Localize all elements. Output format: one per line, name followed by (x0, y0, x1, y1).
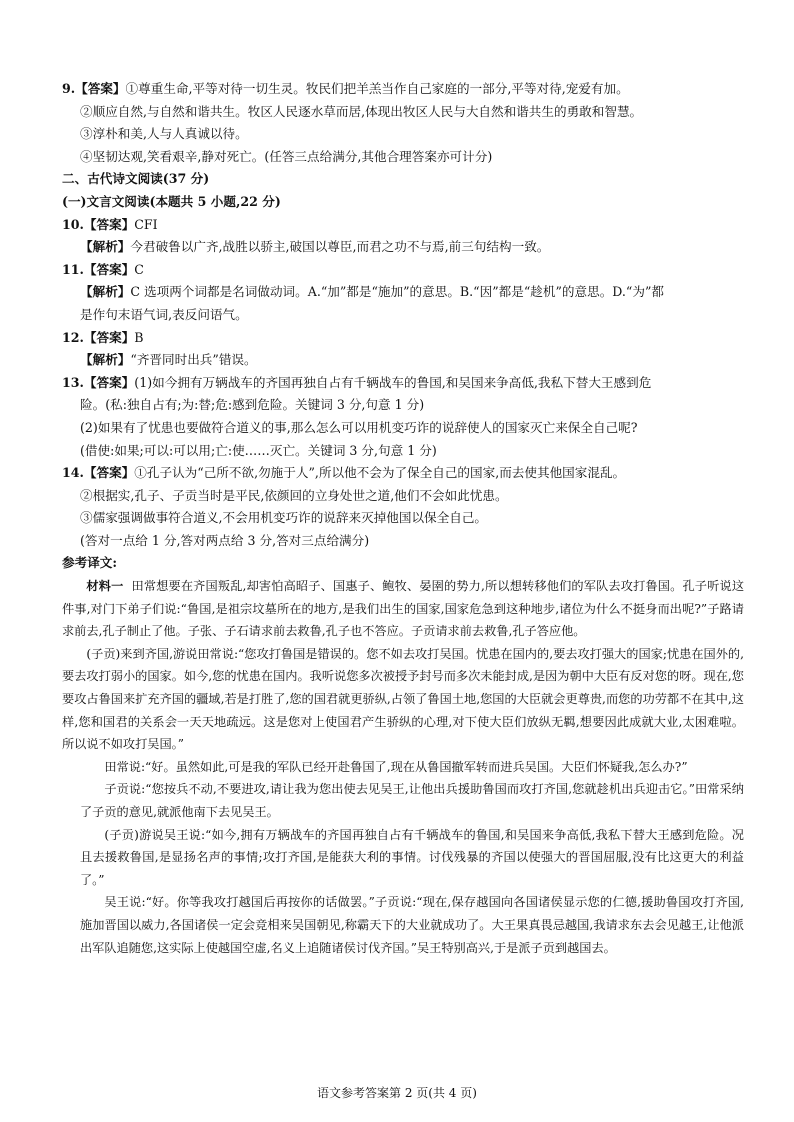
q9-line3: ③淳朴和美,人与人真诚以待。 (80, 126, 248, 142)
q14-line2: ②根据实,孔子、子贡当时是平民,依颜回的立身处世之道,他们不会如此忧患。 (80, 487, 508, 503)
q10-answer (62, 214, 744, 237)
q9-line4: ④坚韧达观,笑看艰辛,静对死亡。(任答三点给满分,其他合理答案亦可计分) (80, 148, 493, 164)
translation-paragraph-2: (子贡)来到齐国,游说田常说:“您攻打鲁国是错误的。您不如去攻打吴国。忧患在国内的,要去攻打强大的国家;忧患在国外的,要去攻打弱小的国家。如今,您的忧患在国内。我听说您多次被授予封号而多次未能封成,是因为朝中大臣有反对您的呀。现在,您要攻占鲁国来扩充齐国的疆域,若是打胜了,您的国君就更骄纵,占领了鲁国土地,您国的大臣就会更尊贵,而您的功劳都不在其中,这样,您和国君的关系会一天天地疏远。这是您对上使国君产生骄纵的心理,对下使大臣们放纵无羁,想要因此成就大业,太困难啦。所以说不如攻打吴国。” (62, 646, 744, 752)
q11-exp-text1: C 选项两个词都是名词做动词。A.“加”都是“施加”的意思。B.“因”都是“趁机”的意思。D.“为”都 (130, 284, 664, 300)
translation-p1-text: 田常想要在齐国叛乱,却害怕高昭子、国惠子、鲍牧、晏圉的势力,所以想转移他们的军队去攻打鲁国。孔子听说这件事,对门下弟子们说:“鲁国,是祖宗坟墓所在的地方,是我们出生的国家,国家危急到这种地步,诸位为什么不挺身而出呢?”子路请求前去,孔子制止了他。子张、子石请求前去救鲁,孔子也不答应。子贡请求前去救鲁,孔子答应他。 (62, 579, 745, 639)
q13-line3: (2)如果有了忧患也要做符合道义的事,那么怎么可以用机变巧诈的说辞使人的国家灭亡来保全自己呢? (80, 419, 638, 435)
q12-explanation (62, 349, 744, 372)
q11-exp-label: 【解析】 (80, 284, 131, 300)
translation-paragraph-4: 子贡说:“您按兵不动,不要进攻,请让我为您出使去见吴王,让他出兵援助鲁国而攻打齐国,您就趁机出兵迎击它。”田常采纳了子贡的意见,就派他南下去见吴王。 (80, 782, 744, 819)
q13-label: 13.【答案】 (62, 374, 135, 390)
q13-line2: 险。(私:独自占有;为:替;危:感到危险。关键词 3 分,句意 1 分) (80, 397, 425, 413)
q9-label: 9.【答案】 (62, 81, 126, 96)
q12-label: 12.【答案】 (62, 329, 135, 345)
q12-exp-label: 【解析】 (80, 352, 131, 368)
q9-text1: ①尊重生命,平等对待一切生灵。牧民们把羊羔当作自己家庭的一部分,平等对待,宠爱有加。 (125, 81, 629, 96)
q13-text1: (1)如今拥有万辆战车的齐国再独自占有千辆战车的鲁国,和吴国来争高低,我私下替大王感到危 (134, 374, 652, 390)
page-footer: 语文参考答案第 2 页(共 4 页) (317, 1086, 477, 1100)
q10-exp-label: 【解析】 (80, 239, 131, 255)
q13-line1 (62, 372, 744, 395)
reference-translation-heading: 参考译文: (62, 555, 118, 571)
q14-line4: (答对一点给 1 分,答对两点给 3 分,答对三点给满分) (80, 532, 370, 548)
q11-explanation (62, 281, 744, 304)
q12-exp-text: “齐晋同时出兵”错误。 (130, 352, 257, 368)
q12-answer-value: B (134, 329, 144, 345)
q12-answer (62, 327, 744, 350)
q10-explanation (62, 236, 744, 259)
answer-key-body (62, 78, 744, 959)
q11-label: 11.【答案】 (62, 261, 135, 277)
q11-answer-value: C (134, 261, 144, 277)
material-label: 材料一 (86, 579, 124, 594)
q11-explanation-cont: 是作句末语气词,表反问语气。 (80, 306, 248, 322)
q9-line1 (62, 78, 744, 101)
q14-text1: ①孔子认为“己所不欲,勿施于人”,所以他不会为了保全自己的国家,而去使其他国家混乱。 (134, 465, 626, 481)
q14-line1 (62, 462, 744, 485)
translation-paragraph-6: 吴王说:“好。你等我攻打越国后再按你的话做罢。”子贡说:“现在,保存越国向各国诸侯显示您的仁德,援助鲁国攻打齐国,施加晋国以威力,各国诸侯一定会竞相来吴国朝见,称霸天下的大业就成功了。大王果真畏忌越国,我请求东去会见越王,让他派出军队追随您,这实际上使越国空虚,名义上追随诸侯讨伐齐国。”吴王特别高兴,于是派子贡到越国去。 (80, 895, 744, 955)
q10-exp-text: 今君破鲁以广齐,战胜以骄主,破国以尊臣,而君之功不与焉,前三句结构一致。 (130, 239, 550, 255)
q13-line4: (借使:如果;可以:可以用;亡:使……灭亡。关键词 3 分,句意 1 分) (80, 442, 437, 458)
subsection-heading-classical-prose: (一)文言文阅读(本题共 5 小题,22 分) (62, 193, 281, 209)
q10-answer-value: CFI (134, 216, 158, 232)
q11-answer (62, 259, 744, 282)
translation-paragraph-3: 田常说:“好。虽然如此,可是我的军队已经开赴鲁国了,现在从鲁国撤军转而进兵吴国。大臣们怀疑我,怎么办?” (104, 759, 688, 774)
translation-paragraph-5: (子贡)游说吴王说:“如今,拥有万辆战车的齐国再独自占有千辆战车的鲁国,和吴国来争高低,我私下替大王感到危险。况且去援救鲁国,是显扬名声的事情;攻打齐国,是能获大利的事情。讨伐残暴的齐国以使强大的晋国屈服,没有比这更大的利益了。” (80, 827, 744, 887)
q9-line2: ②顺应自然,与自然和谐共生。牧区人民逐水草而居,体现出牧区人民与大自然和谐共生的勇敢和智慧。 (80, 103, 643, 119)
q14-label: 14.【答案】 (62, 465, 135, 481)
translation-paragraph-1 (62, 575, 744, 643)
q14-line3: ③儒家强调做事符合道义,不会用机变巧诈的说辞来灭掉他国以保全自己。 (80, 510, 488, 526)
q10-label: 10.【答案】 (62, 216, 135, 232)
section-heading-ancient-poetry: 二、古代诗文阅读(37 分) (62, 171, 210, 187)
